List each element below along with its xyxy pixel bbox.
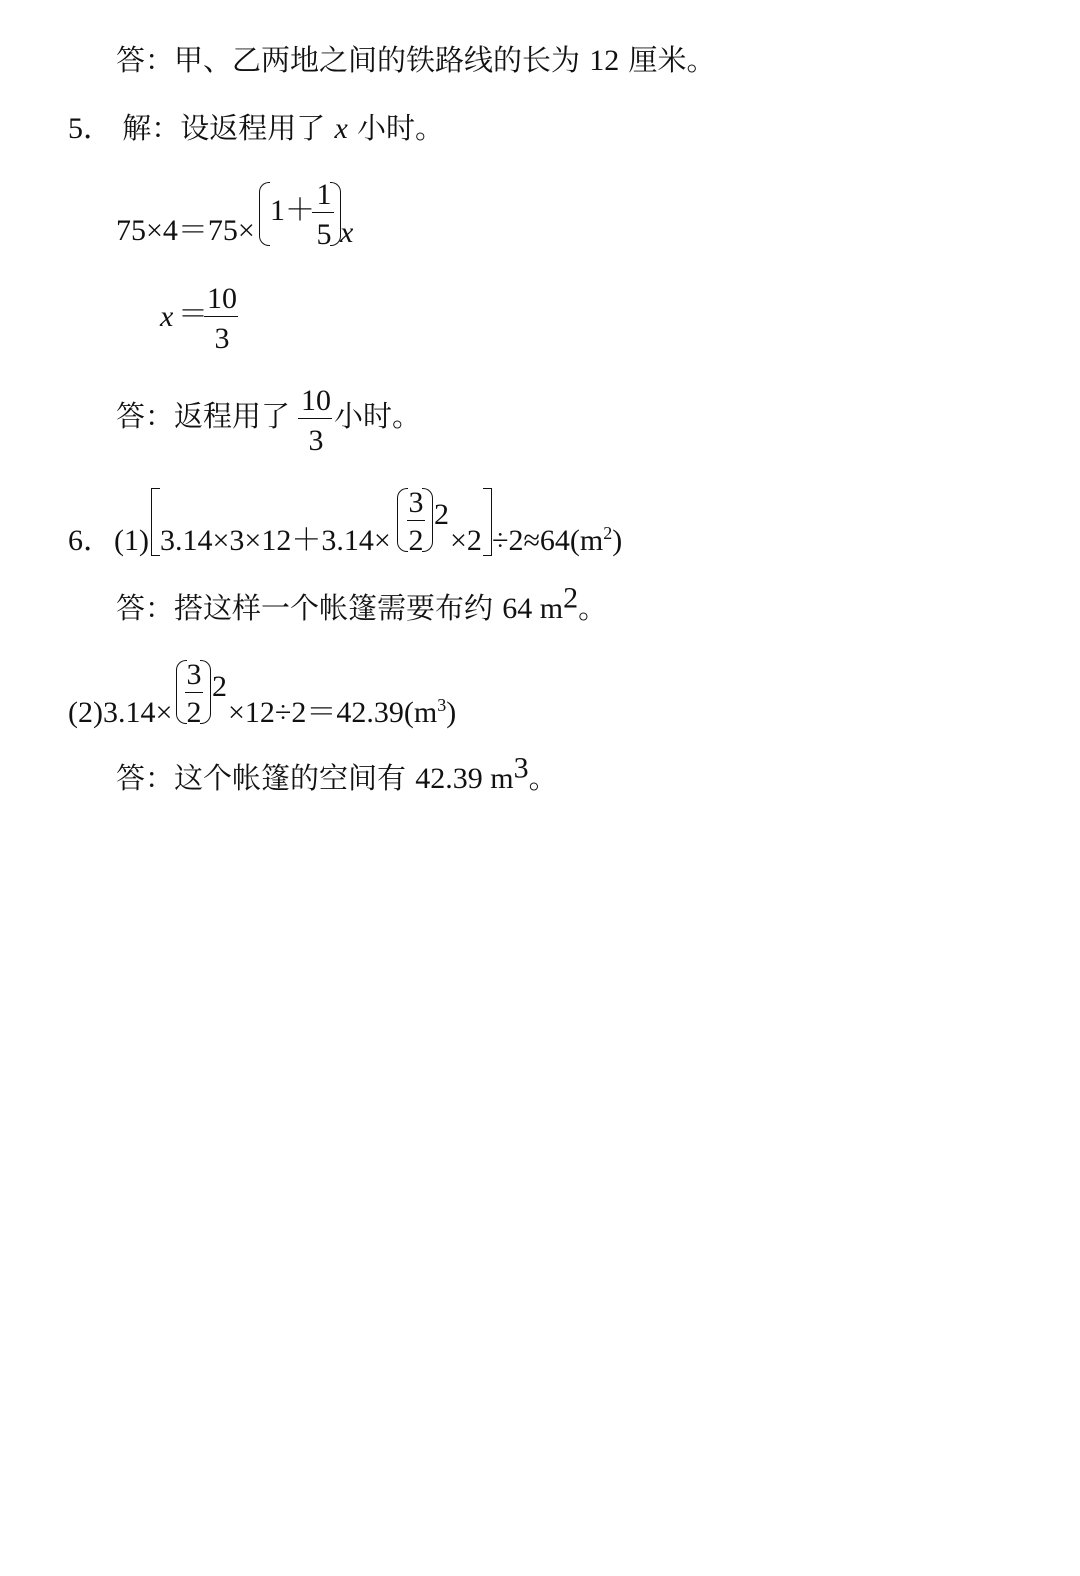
unit-exponent: 2: [563, 581, 579, 615]
q6-part1-frac-num: 3: [408, 486, 424, 519]
right-paren: [422, 488, 433, 552]
q6-part1-label: (1): [114, 524, 149, 557]
answer-value: 42.39 m: [415, 762, 514, 795]
left-paren: [259, 182, 270, 246]
q6-part2-expr-b: [228, 695, 457, 729]
q5-eq2-num: 10: [207, 282, 237, 315]
q6-part1-frac-den: 2: [408, 524, 424, 557]
answer-label: 答：: [116, 591, 175, 625]
fraction-bar: [204, 316, 238, 317]
fraction-bar: [298, 418, 332, 419]
q6-part1-power: 2: [434, 498, 449, 531]
answer-label: 答：: [116, 761, 175, 795]
q5-solve-label: 解：: [122, 111, 181, 145]
part2-expr-a: 3.14×: [102, 696, 173, 729]
q5-equation-1-one-plus: 1＋: [270, 194, 315, 227]
answer-value: 64 m: [502, 592, 564, 625]
right-paren: [200, 660, 211, 724]
q5-number: 5．: [68, 112, 113, 145]
unit-exponent: 2: [603, 523, 613, 543]
q5-text1: 设返程用了: [180, 111, 326, 145]
answer-text: 返程用了: [174, 399, 291, 433]
q6-answer-2: [116, 751, 558, 795]
answer-value: 12: [589, 44, 620, 77]
unit-exponent: 3: [437, 695, 447, 715]
q5-eq2-den: 3: [214, 322, 230, 355]
q6-number: 6．: [68, 524, 113, 557]
close-paren: ): [446, 696, 457, 729]
answer-4-line: [116, 43, 716, 77]
q5-eq2-var: x: [160, 300, 174, 333]
q6-part2-power: 2: [212, 670, 227, 703]
left-bracket: [151, 488, 160, 556]
answer-end: 。: [528, 761, 558, 795]
answer-text: 搭这样一个帐篷需要布约: [174, 591, 494, 625]
q5-ans-text2: 小时。: [334, 399, 422, 433]
answer-label: 答：: [116, 399, 175, 433]
right-bracket: [483, 488, 492, 556]
part2-expr-b-text: ×12÷2＝42.39(m: [228, 696, 438, 729]
q5-var: x: [334, 112, 348, 145]
answer-unit: 厘米。: [628, 43, 716, 77]
q5-equation-1-left: 75×4＝75×: [116, 214, 255, 247]
answer-label: 答：: [116, 43, 175, 77]
q6-part1-expr-c-text: ÷2≈64(m: [492, 524, 604, 557]
q6-part1-expr-b: ×2: [450, 524, 482, 557]
q5-header: [68, 111, 445, 145]
q5-ans-num: 10: [301, 384, 331, 417]
q5-eq1-var: x: [340, 216, 354, 249]
q5-eq2-equals: ＝: [178, 298, 208, 331]
q5-eq1-frac-den: 5: [316, 218, 332, 251]
answer-end: 。: [578, 591, 608, 625]
q6-part1-expr-a: 3.14×3×12＋3.14×: [160, 524, 391, 557]
close-paren: ): [612, 524, 623, 557]
q6-part2-frac-den: 2: [186, 696, 202, 729]
q6-part1-expr-c: [492, 523, 623, 557]
part2-label: (2): [68, 696, 103, 729]
q6-part2-frac-num: 3: [186, 658, 202, 691]
q6-part2-label: [68, 698, 172, 728]
q5-answer: [116, 399, 291, 433]
q5-text2: 小时。: [357, 111, 445, 145]
unit-exponent: 3: [513, 751, 529, 785]
q5-eq1-frac-num: 1: [316, 178, 332, 211]
q6-answer-1: [116, 581, 608, 625]
answer-text: 这个帐篷的空间有: [174, 761, 407, 795]
q5-ans-den: 3: [308, 424, 324, 457]
answer-text: 甲、乙两地之间的铁路线的长为: [174, 43, 581, 77]
